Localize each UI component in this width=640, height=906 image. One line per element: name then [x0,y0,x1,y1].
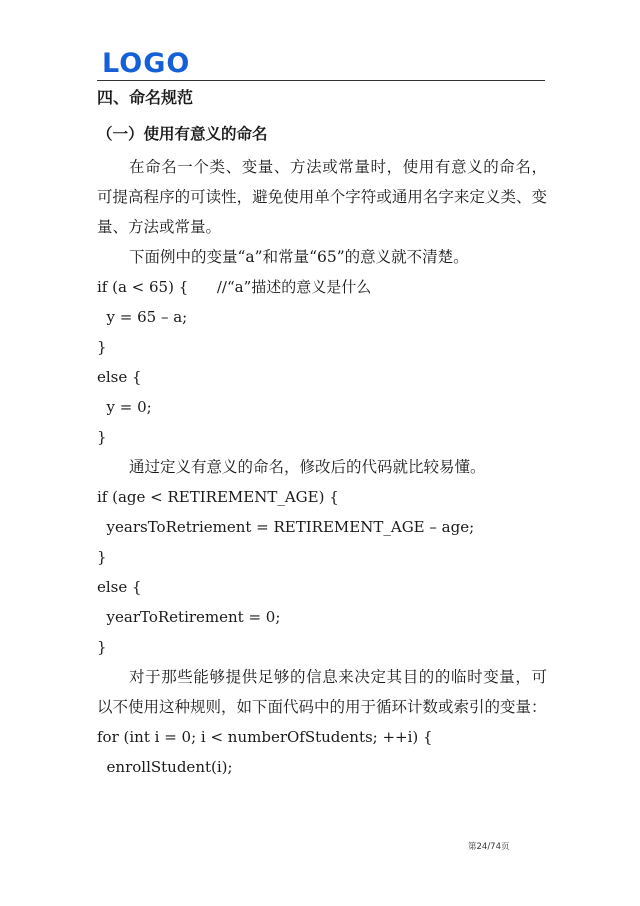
code-line: } [97,428,107,446]
code-line: y = 65 – a; [97,308,188,326]
paragraph-3: 通过定义有意义的命名，修改后的代码就比较易懂。 [129,458,486,476]
logo: LOGO [102,48,191,79]
code-line: yearsToRetriement = RETIREMENT_AGE – age; [97,518,475,536]
paragraph-4: 对于那些能够提供足够的信息来决定其目的的临时变量，可以不使用这种规则，如下面代码中的用于循环计数或索引的变量： [97,668,547,716]
code-line: else { [97,578,142,596]
code-line: enrollStudent(i); [97,758,233,776]
code-line: yearToRetirement = 0; [97,608,281,626]
section-subtitle: （一）使用有意义的命名 [97,125,268,143]
code-line: if (age < RETIREMENT_AGE) { [97,488,339,506]
code-line: if (a < 65) { //“a”描述的意义是什么 [97,278,372,296]
paragraph-2: 下面例中的变量“a”和常量“65”的意义就不清楚。 [129,248,469,266]
code-block-3 [97,722,547,782]
code-line: } [97,548,107,566]
code-line: } [97,638,107,656]
section-title: 四、命名规范 [97,88,194,107]
document-body [97,84,547,782]
code-line: } [97,338,107,356]
code-line: else { [97,368,142,386]
code-block-1 [97,272,547,452]
code-block-2 [97,482,547,662]
code-line: y = 0; [97,398,152,416]
paragraph-1: 在命名一个类、变量、方法或常量时，使用有意义的命名，可提高程序的可读性，避免使用单个字符或通用名字来定义类、变量、方法或常量。 [97,158,547,236]
code-line: for (int i = 0; i < numberOfStudents; ++i) { [97,728,433,746]
page-header [97,46,545,81]
page-number: 第24/74页 [468,842,510,852]
